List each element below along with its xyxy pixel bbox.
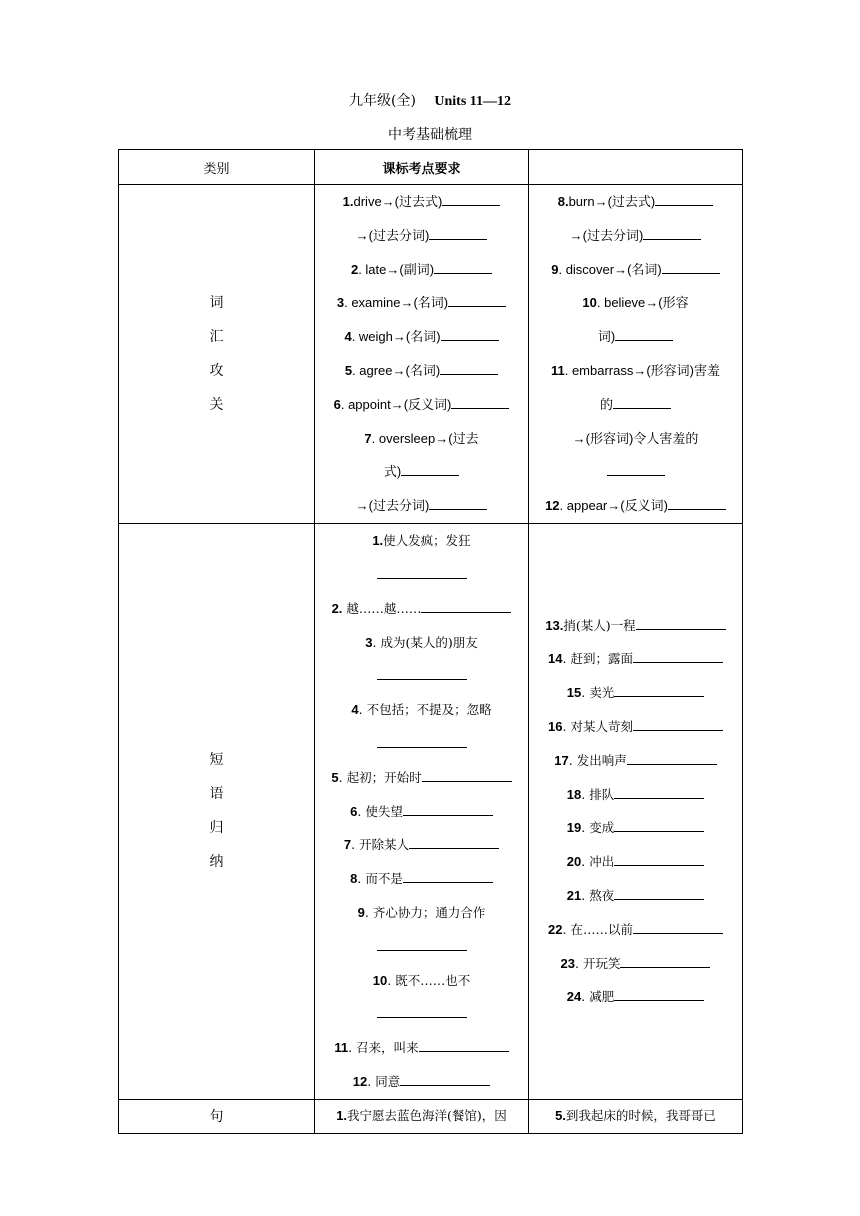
answer-blank[interactable] xyxy=(422,767,512,782)
answer-blank[interactable] xyxy=(434,259,492,274)
list-item: →(过去分词) xyxy=(315,489,528,523)
answer-blank[interactable] xyxy=(401,461,459,476)
sentence-category: 句 xyxy=(119,1099,315,1133)
list-item: 7. oversleep→(过去 xyxy=(364,430,479,446)
sentence-row xyxy=(119,1099,743,1133)
list-item: 7. 开除某人 xyxy=(315,828,528,862)
list-item: 18. 排队 xyxy=(529,778,742,812)
answer-blank[interactable] xyxy=(636,615,726,630)
answer-blank[interactable] xyxy=(419,1037,509,1052)
list-item: 13.捎(某人)一程 xyxy=(529,609,742,643)
answer-blank[interactable] xyxy=(614,986,704,1001)
list-item xyxy=(315,659,528,693)
list-item: 5. agree→(名词) xyxy=(315,354,528,388)
list-item: 2. 越……越…… xyxy=(315,592,528,626)
phrases-category xyxy=(119,523,315,1099)
header-requirements: 课标考点要求 xyxy=(315,150,529,185)
list-item: 5. 起初；开始时 xyxy=(315,761,528,795)
list-item xyxy=(315,727,528,761)
list-item: 12. 同意 xyxy=(315,1065,528,1099)
answer-blank[interactable] xyxy=(441,326,499,341)
vocab-category xyxy=(119,185,315,524)
list-item: 10. believe→(形容 xyxy=(582,295,689,311)
list-item: 6. 使失望 xyxy=(315,795,528,829)
list-item: 3. examine→(名词) xyxy=(315,286,528,320)
list-item: 12. appear→(反义词) xyxy=(529,489,742,523)
answer-blank[interactable] xyxy=(403,868,493,883)
list-item: 20. 冲出 xyxy=(529,845,742,879)
list-item: 10. 既不……也不 xyxy=(372,972,471,988)
answer-blank[interactable] xyxy=(633,648,723,663)
list-item: 的 xyxy=(529,388,742,422)
category-char: 汇 xyxy=(209,328,224,345)
list-item: 8. 而不是 xyxy=(315,862,528,896)
answer-blank[interactable] xyxy=(451,394,509,409)
list-item: 24. 减肥 xyxy=(529,980,742,1014)
header-blank xyxy=(529,150,743,185)
answer-blank[interactable] xyxy=(655,191,713,206)
category-char: 语 xyxy=(209,786,224,803)
answer-blank[interactable] xyxy=(614,817,704,832)
list-item: 2. late→(副词) xyxy=(315,253,528,287)
list-item: 14. 赶到；露面 xyxy=(529,642,742,676)
list-item: 9. discover→(名词) xyxy=(529,253,742,287)
answer-blank[interactable] xyxy=(377,1003,467,1018)
answer-blank[interactable] xyxy=(633,716,723,731)
answer-blank[interactable] xyxy=(403,801,493,816)
answer-blank[interactable] xyxy=(409,834,499,849)
answer-blank[interactable] xyxy=(440,360,498,375)
list-item: 1.drive→(过去式) xyxy=(315,185,528,219)
answer-blank[interactable] xyxy=(633,919,723,934)
list-item: 15. 卖光 xyxy=(529,676,742,710)
phrases-row xyxy=(119,523,743,1099)
list-item: 1.我宁愿去蓝色海洋(餐馆)，因 xyxy=(336,1108,507,1124)
category-char: 纳 xyxy=(209,854,224,871)
list-item: →(形容词)令人害羞的 xyxy=(572,430,699,446)
list-item xyxy=(315,558,528,592)
list-item: 式) xyxy=(315,455,528,489)
list-item: →(过去分词) xyxy=(315,219,528,253)
list-item: 11. 召来，叫来 xyxy=(315,1031,528,1065)
list-item xyxy=(315,930,528,964)
answer-blank[interactable] xyxy=(662,259,720,274)
list-item: 23. 开玩笑 xyxy=(529,947,742,981)
vocab-row xyxy=(119,185,743,524)
category-char: 攻 xyxy=(209,362,224,379)
answer-blank[interactable] xyxy=(627,750,717,765)
list-item: 16. 对某人苛刻 xyxy=(529,710,742,744)
list-item: 词) xyxy=(529,320,742,354)
sentence-right-cell xyxy=(529,1099,743,1133)
document-subtitle: 中考基础梳理 xyxy=(388,127,472,143)
answer-blank[interactable] xyxy=(614,885,704,900)
list-item: 6. appoint→(反义词) xyxy=(315,388,528,422)
answer-blank[interactable] xyxy=(442,191,500,206)
category-char: 归 xyxy=(209,820,224,837)
document-title xyxy=(0,90,860,110)
answer-blank[interactable] xyxy=(421,598,511,613)
answer-blank[interactable] xyxy=(377,936,467,951)
answer-blank[interactable] xyxy=(614,851,704,866)
category-char: 词 xyxy=(209,294,224,311)
list-item: 5.到我起床的时候，我哥哥已 xyxy=(555,1108,716,1124)
vocab-right-column xyxy=(529,185,743,524)
phrases-left-column xyxy=(315,523,529,1099)
category-char: 关 xyxy=(209,396,224,413)
review-table xyxy=(118,149,743,1134)
list-item: 21. 熬夜 xyxy=(529,879,742,913)
answer-blank[interactable] xyxy=(614,682,704,697)
list-item: 11. embarrass→(形容词)害羞 xyxy=(550,362,721,378)
list-item: 22. 在……以前 xyxy=(529,913,742,947)
answer-blank[interactable] xyxy=(377,665,467,680)
list-item: 8.burn→(过去式) xyxy=(529,185,742,219)
list-item: 1.使人发疯；发狂 xyxy=(372,533,471,549)
category-char: 短 xyxy=(209,752,224,769)
answer-blank[interactable] xyxy=(448,292,506,307)
list-item: 3. 成为(某人的)朋友 xyxy=(365,634,478,650)
answer-blank[interactable] xyxy=(615,326,673,341)
grade-label: 九年级(全) xyxy=(348,93,416,109)
answer-blank[interactable] xyxy=(429,225,487,240)
answer-blank[interactable] xyxy=(400,1071,490,1086)
phrases-right-column xyxy=(529,523,743,1099)
header-category: 类别 xyxy=(119,150,315,185)
list-item: 9. 齐心协力；通力合作 xyxy=(357,904,486,920)
table-header-row xyxy=(119,150,743,185)
list-item: 4. 不包括；不提及；忽略 xyxy=(351,702,492,718)
answer-blank[interactable] xyxy=(643,225,701,240)
answer-blank[interactable] xyxy=(668,495,726,510)
units-label: Units 11—12 xyxy=(434,94,511,109)
list-item: →(过去分词) xyxy=(529,219,742,253)
list-item: 19. 变成 xyxy=(529,811,742,845)
answer-blank[interactable] xyxy=(613,394,671,409)
sentence-left-cell xyxy=(315,1099,529,1133)
answer-blank[interactable] xyxy=(620,953,710,968)
answer-blank[interactable] xyxy=(377,733,467,748)
answer-blank[interactable] xyxy=(614,784,704,799)
vocab-left-column xyxy=(315,185,529,524)
list-item xyxy=(529,455,742,489)
answer-blank[interactable] xyxy=(429,495,487,510)
answer-blank[interactable] xyxy=(607,461,665,476)
list-item xyxy=(315,997,528,1031)
list-item: 4. weigh→(名词) xyxy=(315,320,528,354)
answer-blank[interactable] xyxy=(377,564,467,579)
list-item: 17. 发出响声 xyxy=(529,744,742,778)
